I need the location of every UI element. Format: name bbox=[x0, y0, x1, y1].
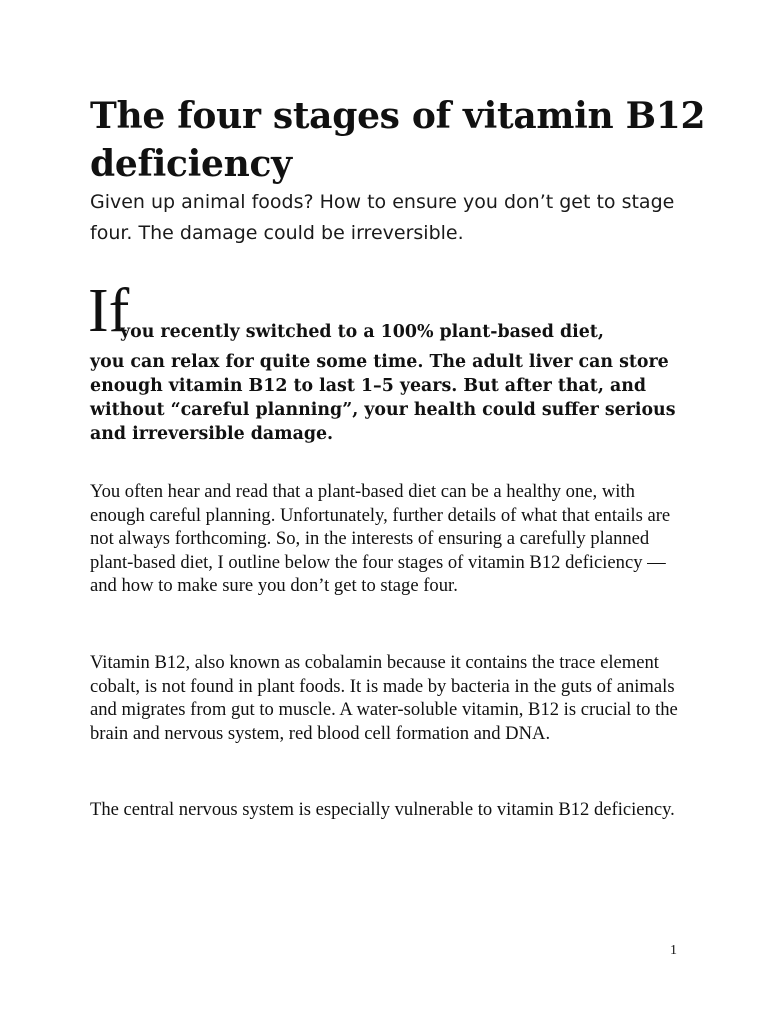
article-subtitle: Given up animal foods? How to ensure you don’t get to stage four. The damage could be irreversible. bbox=[90, 191, 675, 244]
lead-first-line-text: you recently switched to a 100% plant-based diet, bbox=[120, 322, 604, 342]
page-number: 1 bbox=[670, 943, 677, 958]
body-paragraph-3: The central nervous system is especially vulnerable to vitamin B12 deficiency. bbox=[90, 799, 675, 820]
article-title: The four stages of vitamin B12 deficiency bbox=[90, 95, 706, 185]
lead-body-text: you can relax for quite some time. The adult liver can store enough vitamin B12 to last 1–5 years. But after that, and without “careful planning”, your health could suffer serious and irreversible damage. bbox=[90, 352, 676, 444]
drop-cap: If bbox=[88, 277, 130, 345]
body-paragraph-2: Vitamin B12, also known as cobalamin because it contains the trace element cobalt, is not found in plant foods. It is made by bacteria in the guts of animals and migrates from gut to muscle. A water-soluble vitamin, B12 is crucial to the brain and nervous system, red blood cell formation and DNA. bbox=[90, 652, 678, 744]
lead-first-line bbox=[88, 277, 690, 348]
body-paragraph-1: You often hear and read that a plant-based diet can be a healthy one, with enough careful planning. Unfortunately, further details of what that entails are not always forthcoming. So, in the interests of ensuring a carefully planned plant-based diet, I outline below the four stages of vitamin B12 deficiency — and how to make sure you don’t get to stage four. bbox=[90, 481, 671, 596]
lead-paragraph bbox=[88, 277, 690, 446]
